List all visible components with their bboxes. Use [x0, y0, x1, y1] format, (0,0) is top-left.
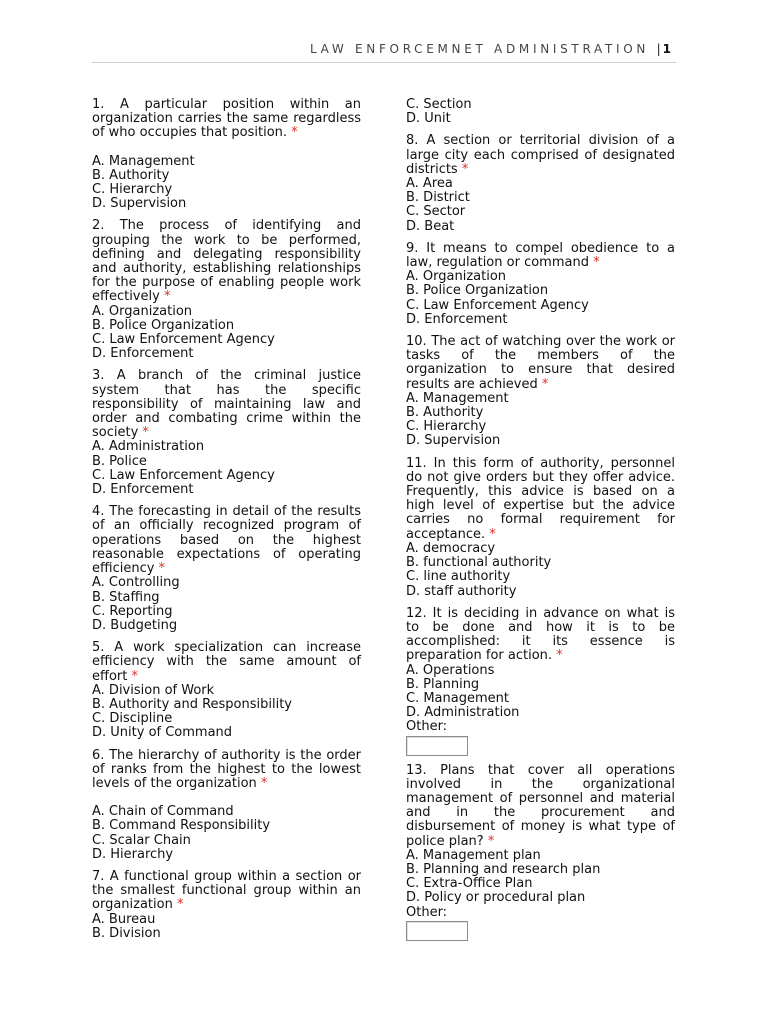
question-13: [406, 764, 675, 941]
option-b[interactable]: B. Division: [92, 925, 161, 941]
question-stem: 5. A work specialization can increase efficiency with the same amount of effort *: [92, 640, 361, 684]
other-input[interactable]: [406, 921, 468, 941]
page-number: 1: [662, 42, 672, 56]
option-a[interactable]: A. Division of Work: [92, 682, 215, 698]
question-stem: 2. The process of identifying and grouping the work to be performed, defining and delegating responsibility and authority, establishing relationships for the purpose of enabling people work effectively *: [92, 218, 361, 305]
required-asterisk: *: [593, 255, 600, 271]
question-6: [92, 749, 361, 862]
option-a[interactable]: A. Organization: [92, 303, 193, 319]
question-9: [406, 242, 675, 327]
question-stem: 4. The forecasting in detail of the results of an officially recognized program of operations based on the highest reasonable expectations of operating efficiency *: [92, 504, 361, 577]
option-c[interactable]: C. Law Enforcement Agency: [92, 332, 275, 348]
option-b[interactable]: B. functional authority: [406, 555, 552, 571]
question-stem: 13. Plans that cover all operations involved in the organizational management of personnel and material and in the procurement and disbursement of money is what type of police plan? *: [406, 762, 675, 849]
required-asterisk: *: [291, 125, 298, 141]
option-a[interactable]: A. Organization: [406, 269, 507, 285]
other-label: Other:: [406, 719, 448, 735]
option-c[interactable]: C. Sector: [406, 204, 466, 220]
option-c[interactable]: C. Law Enforcement Agency: [92, 467, 275, 483]
header-separator: |: [656, 42, 661, 56]
required-asterisk: *: [461, 161, 469, 177]
option-c[interactable]: C. Law Enforcement Agency: [406, 297, 589, 313]
question-1: [92, 98, 361, 211]
option-a[interactable]: A. Management: [406, 390, 509, 406]
question-stem: 10. The act of watching over the work or tasks of the members of the organization to ensure that desired results are achieved *: [406, 334, 675, 392]
other-input[interactable]: [406, 736, 468, 756]
option-a[interactable]: A. Operations: [406, 662, 495, 678]
option-d[interactable]: D. Beat: [406, 218, 455, 234]
left-column: [92, 98, 361, 949]
option-d[interactable]: D. Enforcement: [92, 482, 194, 498]
right-column: [406, 98, 675, 949]
question-stem: 1. A particular position within an organization carries the same regardless of who occupies that position. *: [92, 97, 361, 141]
required-asterisk: *: [158, 561, 166, 577]
option-c[interactable]: C. Hierarchy: [406, 419, 487, 435]
option-c[interactable]: C. Section: [406, 97, 472, 112]
option-a[interactable]: A. Area: [406, 176, 453, 192]
option-b[interactable]: B. Command Responsibility: [92, 818, 271, 834]
required-asterisk: *: [487, 833, 495, 849]
option-b[interactable]: B. Planning and research plan: [406, 861, 601, 877]
question-2: [92, 219, 361, 361]
option-d[interactable]: D. Enforcement: [92, 346, 194, 362]
other-label: Other:: [406, 904, 448, 920]
question-stem: 8. A section or territorial division of a large city each comprised of designated districts *: [406, 133, 675, 177]
option-c[interactable]: C. line authority: [406, 569, 511, 585]
question-7-continued: [406, 98, 675, 126]
option-b[interactable]: B. District: [406, 190, 470, 206]
question-8: [406, 134, 675, 233]
option-b[interactable]: B. Police Organization: [92, 317, 235, 333]
required-asterisk: *: [142, 425, 149, 441]
option-b[interactable]: B. Authority: [92, 167, 170, 183]
option-c[interactable]: C. Scalar Chain: [92, 832, 191, 848]
question-stem: 6. The hierarchy of authority is the order of ranks from the highest to the lowest levels of the organization *: [92, 747, 361, 791]
question-7: [92, 870, 361, 941]
option-b[interactable]: B. Police Organization: [406, 283, 549, 299]
option-a[interactable]: A. Chain of Command: [92, 804, 234, 820]
required-asterisk: *: [556, 648, 563, 664]
option-b[interactable]: B. Police: [92, 453, 147, 469]
option-d[interactable]: D. Policy or procedural plan: [406, 890, 586, 906]
option-d[interactable]: D. Budgeting: [92, 617, 178, 633]
option-d[interactable]: D. Unit: [406, 111, 451, 127]
running-header: [310, 42, 676, 60]
option-d[interactable]: D. Administration: [406, 705, 520, 721]
header-rule: [92, 62, 676, 63]
option-d[interactable]: D. staff authority: [406, 583, 517, 599]
option-c[interactable]: C. Extra-Office Plan: [406, 876, 533, 892]
required-asterisk: *: [131, 668, 138, 684]
question-stem: 7. A functional group within a section or the smallest functional group within an organization *: [92, 868, 361, 913]
option-a[interactable]: A. democracy: [406, 540, 496, 556]
option-b[interactable]: B. Authority and Responsibility: [92, 696, 293, 712]
option-d[interactable]: D. Supervision: [406, 433, 501, 449]
required-asterisk: *: [163, 289, 171, 305]
question-stem: 3. A branch of the criminal justice system that has the specific responsibility of maintaining law and order and combating crime within the society *: [92, 368, 361, 441]
option-c[interactable]: C. Reporting: [92, 603, 173, 619]
required-asterisk: *: [489, 526, 496, 542]
question-3: [92, 369, 361, 497]
question-4: [92, 505, 361, 633]
required-asterisk: *: [260, 775, 268, 791]
option-d[interactable]: D. Supervision: [92, 196, 187, 212]
document-title: LAW ENFORCEMNET ADMINISTRATION: [310, 42, 650, 56]
option-c[interactable]: C. Hierarchy: [92, 182, 173, 198]
question-5: [92, 641, 361, 740]
option-d[interactable]: D. Enforcement: [406, 311, 508, 327]
option-c[interactable]: C. Management: [406, 690, 509, 706]
option-b[interactable]: B. Planning: [406, 676, 480, 692]
required-asterisk: *: [541, 376, 549, 392]
question-stem: 9. It means to compel obedience to a law, regulation or command *: [406, 240, 675, 271]
option-b[interactable]: B. Authority: [406, 405, 484, 421]
option-a[interactable]: A. Management plan: [406, 847, 541, 863]
option-a[interactable]: A. Administration: [92, 439, 205, 455]
option-b[interactable]: B. Staffing: [92, 589, 160, 605]
option-d[interactable]: D. Unity of Command: [92, 725, 233, 741]
question-stem: 11. In this form of authority, personnel do not give orders but they offer advice. Frequently, this advice is based on a high level of expertise but the advice carries no formal requirement for acceptance. *: [406, 455, 675, 542]
option-a[interactable]: A. Bureau: [92, 911, 156, 927]
option-c[interactable]: C. Discipline: [92, 711, 173, 727]
option-a[interactable]: A. Management: [92, 153, 195, 169]
question-stem: 12. It is deciding in advance on what is to be done and how it is to be accomplished: it its essence is preparation for action. *: [406, 605, 675, 664]
question-11: [406, 457, 675, 599]
required-asterisk: *: [176, 897, 184, 913]
option-a[interactable]: A. Controlling: [92, 575, 180, 591]
option-d[interactable]: D. Hierarchy: [92, 846, 174, 862]
question-12: [406, 607, 675, 756]
question-10: [406, 335, 675, 449]
